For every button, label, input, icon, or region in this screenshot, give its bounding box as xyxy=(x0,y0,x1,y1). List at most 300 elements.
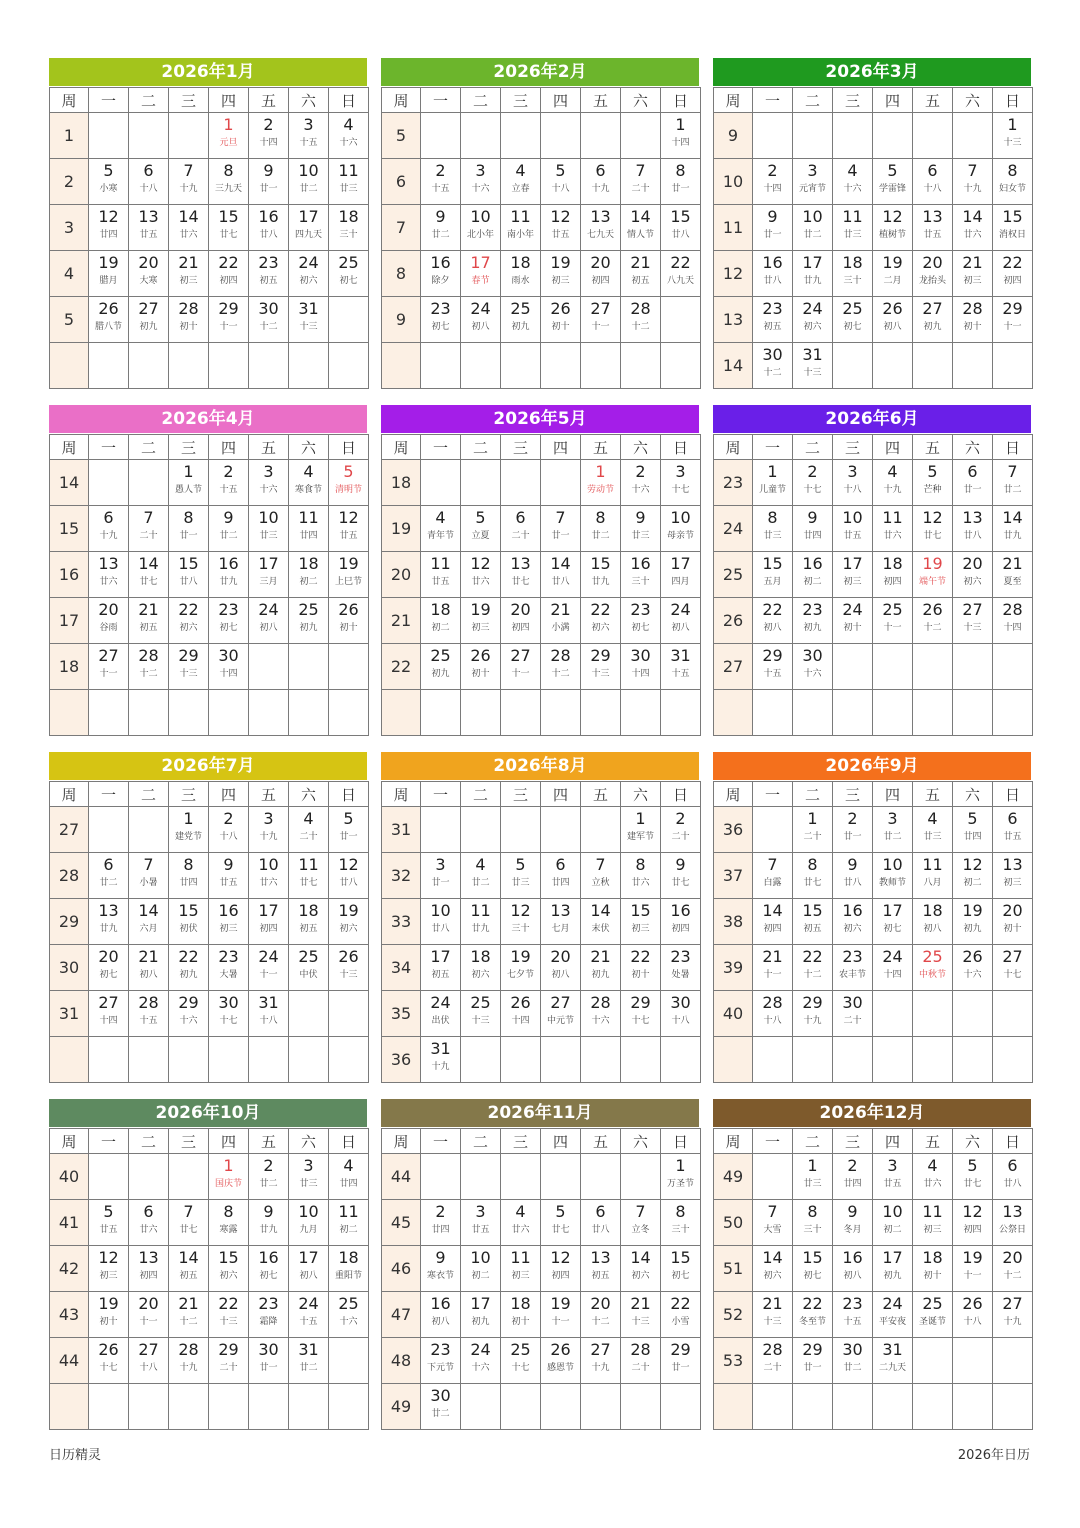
empty-cell xyxy=(541,1154,581,1200)
week-row xyxy=(382,1338,701,1384)
day-number: 7 xyxy=(767,855,778,874)
day-number: 29 xyxy=(802,993,823,1012)
empty-cell xyxy=(993,1384,1033,1430)
day-number: 8 xyxy=(675,1202,686,1221)
day-number: 19 xyxy=(922,554,943,573)
day-cell xyxy=(289,159,329,205)
lunar-label: 十八 xyxy=(139,1363,158,1373)
weekday-header: 二 xyxy=(129,435,169,460)
day-number: 24 xyxy=(882,1294,903,1313)
weekday-header: 日 xyxy=(329,782,369,807)
day-cell xyxy=(169,945,209,991)
day-cell xyxy=(833,853,873,899)
day-cell xyxy=(793,1338,833,1384)
day-cell xyxy=(793,1154,833,1200)
day-cell xyxy=(793,460,833,506)
day-number: 25 xyxy=(298,600,319,619)
weekday-header: 五 xyxy=(249,435,289,460)
weekday-header: 一 xyxy=(89,1129,129,1154)
day-number: 17 xyxy=(802,253,823,272)
lunar-label: 十九 xyxy=(179,1363,198,1373)
lunar-label: 廿三 xyxy=(843,230,862,240)
day-number: 28 xyxy=(630,1340,651,1359)
day-cell xyxy=(89,853,129,899)
week-number: 25 xyxy=(714,552,753,598)
day-cell xyxy=(249,552,289,598)
week-row xyxy=(714,899,1033,945)
lunar-label: 夏至 xyxy=(1003,577,1022,587)
week-number: 11 xyxy=(714,205,753,251)
lunar-label: 十四 xyxy=(511,1016,530,1026)
day-cell xyxy=(129,598,169,644)
month-block xyxy=(381,405,699,736)
lunar-label: 十七 xyxy=(671,485,690,495)
day-cell xyxy=(993,1246,1033,1292)
day-number: 25 xyxy=(298,947,319,966)
day-number: 11 xyxy=(842,207,863,226)
week-number-header: 周 xyxy=(50,435,89,460)
day-cell xyxy=(581,460,621,506)
lunar-label: 廿四 xyxy=(339,1179,358,1189)
lunar-label: 廿五 xyxy=(339,531,358,541)
day-cell xyxy=(169,853,209,899)
day-number: 26 xyxy=(922,600,943,619)
month-title: 2026年1月 xyxy=(49,58,367,86)
day-cell xyxy=(661,251,701,297)
lunar-label: 十二 xyxy=(631,322,650,332)
lunar-label: 初五 xyxy=(259,276,278,286)
day-cell xyxy=(953,552,993,598)
day-cell xyxy=(833,251,873,297)
week-number: 40 xyxy=(50,1154,89,1200)
lunar-label: 十五 xyxy=(299,138,318,148)
day-cell xyxy=(621,460,661,506)
lunar-label: 末伏 xyxy=(591,924,610,934)
week-number xyxy=(714,1384,753,1430)
day-number: 26 xyxy=(338,600,359,619)
day-number: 22 xyxy=(802,1294,823,1313)
day-cell xyxy=(793,1292,833,1338)
month-title: 2026年2月 xyxy=(381,58,699,86)
month-table xyxy=(49,87,369,389)
day-cell xyxy=(501,205,541,251)
day-cell xyxy=(329,853,369,899)
lunar-label: 十六 xyxy=(339,1317,358,1327)
day-cell xyxy=(621,945,661,991)
lunar-label: 十一 xyxy=(99,669,118,679)
week-row xyxy=(382,343,701,389)
week-row xyxy=(382,460,701,506)
weekday-header: 四 xyxy=(209,1129,249,1154)
day-cell xyxy=(913,1292,953,1338)
week-number-header: 周 xyxy=(50,782,89,807)
day-number: 20 xyxy=(138,1294,159,1313)
day-number: 13 xyxy=(590,1248,611,1267)
day-number: 7 xyxy=(967,161,978,180)
empty-cell xyxy=(89,1037,129,1083)
week-row xyxy=(382,506,701,552)
empty-cell xyxy=(753,690,793,736)
day-cell xyxy=(621,251,661,297)
lunar-label: 十六 xyxy=(259,485,278,495)
day-number: 5 xyxy=(475,508,486,527)
day-cell xyxy=(461,552,501,598)
day-cell xyxy=(169,159,209,205)
week-row xyxy=(714,113,1033,159)
empty-cell xyxy=(501,690,541,736)
day-number: 16 xyxy=(218,901,239,920)
lunar-label: 初九 xyxy=(511,322,530,332)
weekday-header: 二 xyxy=(461,88,501,113)
month-table xyxy=(713,434,1033,736)
day-number: 6 xyxy=(103,508,114,527)
day-cell xyxy=(913,506,953,552)
lunar-label: 初七 xyxy=(339,276,358,286)
day-number: 9 xyxy=(675,855,686,874)
day-number: 29 xyxy=(178,646,199,665)
day-number: 8 xyxy=(223,161,234,180)
day-cell xyxy=(833,1338,873,1384)
day-cell xyxy=(461,853,501,899)
lunar-label: 初三 xyxy=(631,924,650,934)
lunar-label: 初四 xyxy=(511,623,530,633)
empty-cell xyxy=(249,1037,289,1083)
day-number: 4 xyxy=(303,809,314,828)
lunar-label: 廿二 xyxy=(219,531,238,541)
day-number: 6 xyxy=(927,161,938,180)
empty-cell xyxy=(661,690,701,736)
week-number: 51 xyxy=(714,1246,753,1292)
day-number: 2 xyxy=(635,462,646,481)
week-number: 13 xyxy=(714,297,753,343)
day-cell xyxy=(129,205,169,251)
day-cell xyxy=(913,552,953,598)
lunar-label: 芒种 xyxy=(923,485,942,495)
lunar-label: 初十 xyxy=(179,322,198,332)
empty-cell xyxy=(249,1384,289,1430)
day-cell xyxy=(833,506,873,552)
month-block xyxy=(49,405,367,736)
day-cell xyxy=(913,598,953,644)
week-number-header: 周 xyxy=(50,88,89,113)
day-cell xyxy=(993,807,1033,853)
lunar-label: 初七 xyxy=(883,924,902,934)
lunar-label: 初三 xyxy=(219,924,238,934)
lunar-label: 十九 xyxy=(431,1062,450,1072)
week-number: 44 xyxy=(50,1338,89,1384)
day-cell xyxy=(661,552,701,598)
lunar-label: 初九 xyxy=(591,970,610,980)
empty-cell xyxy=(169,1037,209,1083)
lunar-label: 中元节 xyxy=(546,1016,574,1026)
day-number: 2 xyxy=(263,115,274,134)
empty-cell xyxy=(993,991,1033,1037)
lunar-label: 十一 xyxy=(883,623,902,633)
day-cell xyxy=(541,1246,581,1292)
month-table xyxy=(713,781,1033,1083)
day-cell xyxy=(581,251,621,297)
day-cell xyxy=(873,1292,913,1338)
day-number: 31 xyxy=(670,646,691,665)
day-number: 20 xyxy=(590,253,611,272)
lunar-label: 十二 xyxy=(259,322,278,332)
day-cell xyxy=(421,1200,461,1246)
day-number: 19 xyxy=(882,253,903,272)
lunar-label: 廿一 xyxy=(963,485,982,495)
day-number: 14 xyxy=(178,207,199,226)
empty-cell xyxy=(913,991,953,1037)
week-row xyxy=(50,1384,369,1430)
empty-cell xyxy=(913,690,953,736)
week-row xyxy=(50,297,369,343)
week-number xyxy=(50,690,89,736)
day-number: 3 xyxy=(675,462,686,481)
weekday-header: 一 xyxy=(753,1129,793,1154)
empty-cell xyxy=(89,690,129,736)
empty-cell xyxy=(661,1037,701,1083)
week-row xyxy=(714,552,1033,598)
day-cell xyxy=(873,853,913,899)
lunar-label: 国庆节 xyxy=(214,1179,242,1189)
lunar-label: 初十 xyxy=(551,322,570,332)
lunar-label: 初八 xyxy=(139,970,158,980)
lunar-label: 初十 xyxy=(923,1271,942,1281)
empty-cell xyxy=(289,343,329,389)
day-cell xyxy=(129,644,169,690)
day-number: 20 xyxy=(962,554,983,573)
weekday-header: 六 xyxy=(621,782,661,807)
lunar-label: 中秋节 xyxy=(918,970,946,980)
week-number: 46 xyxy=(382,1246,421,1292)
weekday-header: 日 xyxy=(661,782,701,807)
lunar-label: 立秋 xyxy=(591,878,610,888)
week-row xyxy=(382,159,701,205)
lunar-label: 廿四 xyxy=(431,1225,450,1235)
lunar-label: 廿三 xyxy=(763,531,782,541)
empty-cell xyxy=(793,690,833,736)
weekday-header: 五 xyxy=(913,782,953,807)
day-cell xyxy=(953,807,993,853)
lunar-label: 初九 xyxy=(471,1317,490,1327)
lunar-label: 十九 xyxy=(803,1016,822,1026)
weekday-header: 三 xyxy=(501,1129,541,1154)
day-cell xyxy=(833,1292,873,1338)
weekday-header: 三 xyxy=(169,435,209,460)
day-number: 2 xyxy=(223,462,234,481)
lunar-label: 廿六 xyxy=(631,878,650,888)
lunar-label: 十八 xyxy=(843,485,862,495)
lunar-label: 十四 xyxy=(1003,623,1022,633)
day-cell xyxy=(793,159,833,205)
lunar-label: 十三 xyxy=(763,1317,782,1327)
lunar-label: 二十 xyxy=(803,832,822,842)
lunar-label: 廿九 xyxy=(591,577,610,587)
week-row xyxy=(714,945,1033,991)
lunar-label: 三十 xyxy=(511,924,530,934)
lunar-label: 初六 xyxy=(471,970,490,980)
day-cell xyxy=(913,1200,953,1246)
empty-cell xyxy=(501,1037,541,1083)
lunar-label: 二九天 xyxy=(878,1363,906,1373)
day-number: 13 xyxy=(98,554,119,573)
week-number: 18 xyxy=(382,460,421,506)
day-cell xyxy=(329,113,369,159)
lunar-label: 初二 xyxy=(299,577,318,587)
day-cell xyxy=(89,159,129,205)
week-row xyxy=(382,945,701,991)
empty-cell xyxy=(581,807,621,853)
day-cell xyxy=(89,598,129,644)
day-number: 21 xyxy=(550,600,571,619)
day-number: 22 xyxy=(670,253,691,272)
month-title: 2026年6月 xyxy=(713,405,1031,433)
week-row xyxy=(382,113,701,159)
day-number: 2 xyxy=(675,809,686,828)
week-row xyxy=(50,1338,369,1384)
day-number: 11 xyxy=(470,901,491,920)
lunar-label: 立冬 xyxy=(631,1225,650,1235)
day-number: 4 xyxy=(435,508,446,527)
lunar-label: 初九 xyxy=(923,322,942,332)
week-number: 6 xyxy=(382,159,421,205)
day-number: 18 xyxy=(842,253,863,272)
day-number: 8 xyxy=(807,1202,818,1221)
day-cell xyxy=(421,552,461,598)
day-number: 26 xyxy=(338,947,359,966)
day-cell xyxy=(421,297,461,343)
day-cell xyxy=(993,552,1033,598)
lunar-label: 初九 xyxy=(803,623,822,633)
lunar-label: 十三 xyxy=(471,1016,490,1026)
day-number: 30 xyxy=(218,993,239,1012)
lunar-label: 十二 xyxy=(551,669,570,679)
lunar-label: 初四 xyxy=(763,924,782,934)
weekday-header-row xyxy=(50,435,369,460)
week-row xyxy=(714,1154,1033,1200)
day-cell xyxy=(209,1338,249,1384)
week-number-header: 周 xyxy=(382,1129,421,1154)
day-cell xyxy=(873,506,913,552)
lunar-label: 三十 xyxy=(631,577,650,587)
lunar-label: 廿七 xyxy=(219,230,238,240)
day-number: 17 xyxy=(430,947,451,966)
weekday-header: 五 xyxy=(581,1129,621,1154)
day-cell xyxy=(661,506,701,552)
day-number: 9 xyxy=(435,207,446,226)
week-row xyxy=(382,991,701,1037)
lunar-label: 初十 xyxy=(843,623,862,633)
lunar-label: 大暑 xyxy=(219,970,238,980)
lunar-label: 廿一 xyxy=(803,1363,822,1373)
lunar-label: 初七 xyxy=(631,623,650,633)
lunar-label: 廿五 xyxy=(431,577,450,587)
lunar-label: 廿六 xyxy=(511,1225,530,1235)
day-cell xyxy=(913,807,953,853)
lunar-label: 小满 xyxy=(551,623,570,633)
week-row xyxy=(382,853,701,899)
day-cell xyxy=(953,598,993,644)
week-number: 20 xyxy=(382,552,421,598)
day-cell xyxy=(953,205,993,251)
weekday-header: 三 xyxy=(169,1129,209,1154)
day-number: 6 xyxy=(103,855,114,874)
lunar-label: 初四 xyxy=(259,924,278,934)
empty-cell xyxy=(209,1384,249,1430)
day-cell xyxy=(621,853,661,899)
lunar-label: 妇女节 xyxy=(998,184,1026,194)
day-cell xyxy=(833,297,873,343)
day-cell xyxy=(541,506,581,552)
lunar-label: 十六 xyxy=(471,1363,490,1373)
empty-cell xyxy=(873,690,913,736)
day-number: 10 xyxy=(670,508,691,527)
lunar-label: 霜降 xyxy=(259,1317,278,1327)
empty-cell xyxy=(753,1154,793,1200)
day-cell xyxy=(89,644,129,690)
lunar-label: 四月 xyxy=(671,577,690,587)
week-number: 9 xyxy=(714,113,753,159)
day-cell xyxy=(661,807,701,853)
day-cell xyxy=(289,552,329,598)
week-number-header: 周 xyxy=(50,1129,89,1154)
empty-cell xyxy=(581,113,621,159)
day-cell xyxy=(953,159,993,205)
lunar-label: 十四 xyxy=(631,669,650,679)
day-number: 3 xyxy=(303,115,314,134)
day-number: 11 xyxy=(922,1202,943,1221)
lunar-label: 廿八 xyxy=(431,924,450,934)
day-cell xyxy=(209,1154,249,1200)
day-cell xyxy=(289,460,329,506)
lunar-label: 廿四 xyxy=(963,832,982,842)
day-cell xyxy=(289,1154,329,1200)
day-cell xyxy=(289,506,329,552)
day-number: 21 xyxy=(962,253,983,272)
week-number: 36 xyxy=(382,1037,421,1083)
day-cell xyxy=(249,113,289,159)
empty-cell xyxy=(793,113,833,159)
day-cell xyxy=(209,598,249,644)
empty-cell xyxy=(421,460,461,506)
day-number: 16 xyxy=(802,554,823,573)
day-number: 30 xyxy=(430,1386,451,1405)
day-cell xyxy=(421,899,461,945)
day-cell xyxy=(581,945,621,991)
day-cell xyxy=(461,991,501,1037)
day-cell xyxy=(209,159,249,205)
lunar-label: 初六 xyxy=(591,623,610,633)
day-cell xyxy=(329,251,369,297)
day-cell xyxy=(873,1200,913,1246)
lunar-label: 感恩节 xyxy=(546,1363,574,1373)
footer-year-label: 2026年日历 xyxy=(957,1448,1030,1463)
lunar-label: 初七 xyxy=(99,970,118,980)
day-cell xyxy=(753,1338,793,1384)
week-row xyxy=(50,506,369,552)
day-number: 28 xyxy=(138,646,159,665)
empty-cell xyxy=(833,343,873,389)
day-cell xyxy=(753,1292,793,1338)
empty-cell xyxy=(541,1384,581,1430)
empty-cell xyxy=(169,343,209,389)
day-number: 24 xyxy=(842,600,863,619)
lunar-label: 二月 xyxy=(883,276,902,286)
day-cell xyxy=(621,552,661,598)
day-cell xyxy=(501,552,541,598)
day-number: 30 xyxy=(218,646,239,665)
lunar-label: 初八 xyxy=(923,924,942,934)
day-cell xyxy=(541,159,581,205)
